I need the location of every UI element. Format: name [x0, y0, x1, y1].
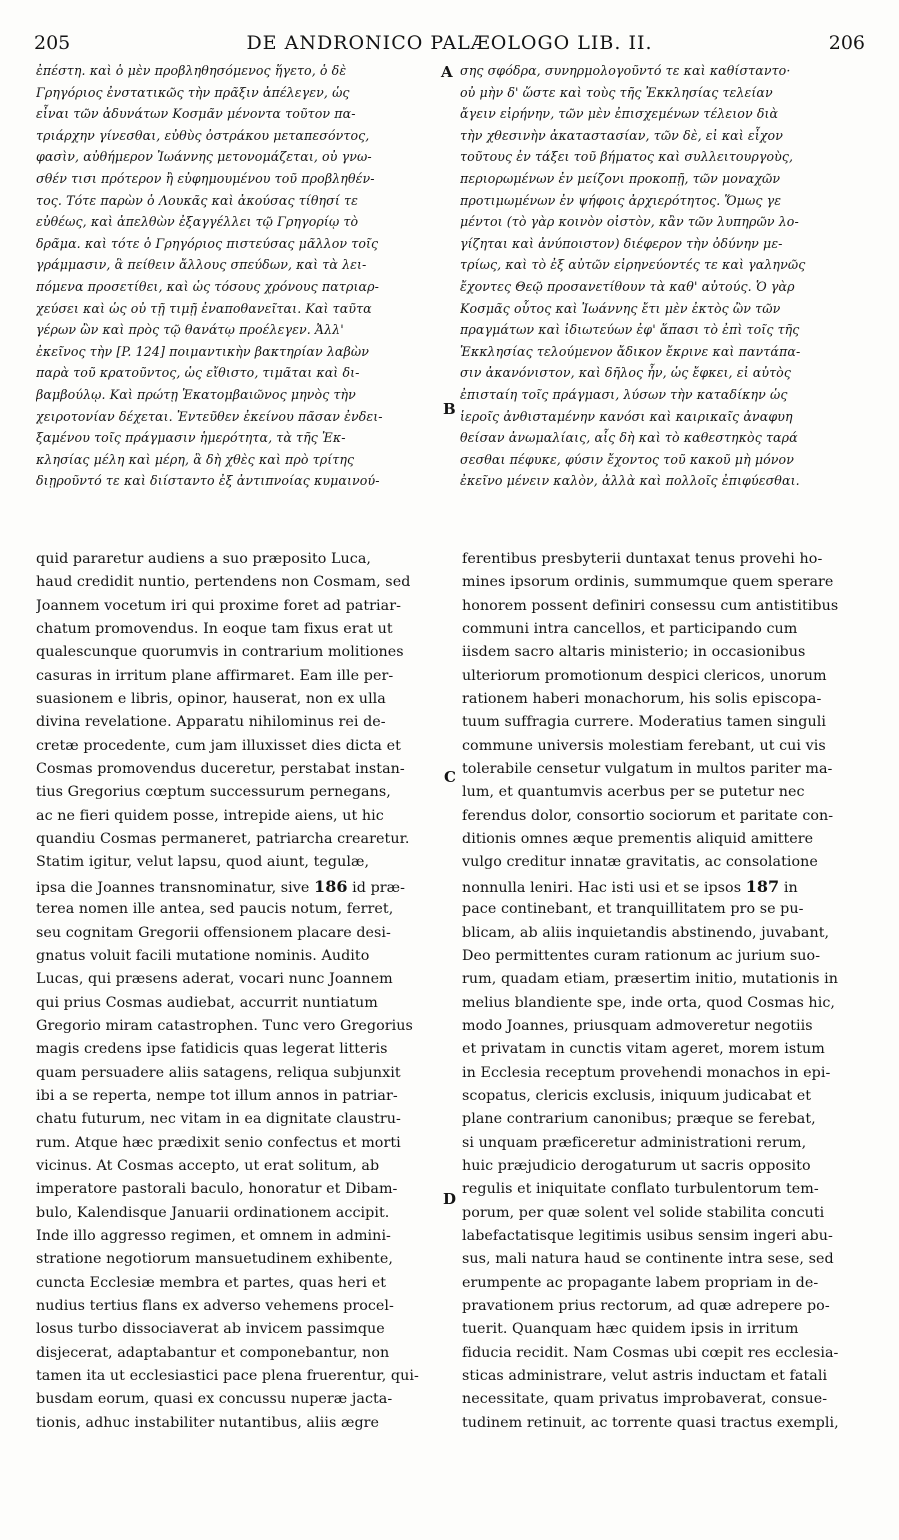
latin-text-line: porum, per quæ solent vel solide stabilita concuti — [462, 1204, 825, 1221]
latin-text-line: casuras in irritum plane affirmaret. Eam ille per- — [36, 667, 394, 684]
greek-text-line: χειροτονίαν δέχεται. Ἐντεῦθεν ἐκείνου πᾶσαν ἐνδει- — [36, 408, 383, 424]
latin-text-line: vulgo creditur innatæ gravitatis, ac consolatione — [462, 854, 818, 871]
greek-text-line: ἄγειν εἰρήνην, τῶν μὲν ἐπισχεμένων τέλειον διὰ — [460, 106, 779, 122]
greek-text-line: εὐθέως, καὶ ἀπελθὼν ἐξαγγέλλει τῷ Γρηγορίῳ τὸ — [36, 214, 359, 230]
greek-text-line: Ἐκκλησίας τελούμενον ἄδικον ἔκρινε καὶ παντάπα- — [460, 343, 801, 359]
greek-text-line: Γρηγόριος ἐνστατικῶς τὴν πρᾶξιν ἀπέλεγεν, ὡς — [36, 84, 350, 100]
latin-text-line: honorem possent definiri consessu cum antistitibus — [462, 597, 839, 614]
latin-text-line: fiducia recidit. Nam Cosmas ubi cœpit res ecclesia- — [462, 1344, 839, 1361]
greek-text-line: εἶναι τῶν ἀδυνάτων Κοσμᾶν μένοντα τοῦτον πα- — [36, 106, 356, 122]
greek-text-line: γίζηται καὶ ἀνύποιστον) διέφερον τὴν ὀδύνην με- — [460, 235, 783, 251]
latin-text-line: qui prius Cosmas audiebat, accurrit nuntiatum — [36, 994, 378, 1011]
greek-text-line: περιορωμένων ἐν μείζονι προκοπῇ, τῶν μοναχῶν — [460, 170, 781, 186]
greek-text-line: προτιμωμένων ἐν ψήφοις ἀρχιερότητος. Ὅμως γε — [460, 192, 782, 208]
latin-text-line: chatu futurum, nec vitam in ea dignitate claustru- — [36, 1111, 401, 1128]
running-title: DE ANDRONICO PALÆOLOGO LIB. II. — [246, 32, 653, 54]
latin-text-line: quid pararetur audiens a suo præposito Luca, — [36, 551, 372, 567]
greek-text-line: ἐκεῖνο μένειν καλὸν, ἀλλὰ καὶ πολλοῖς ἐπιφύεσθαι. — [460, 473, 800, 489]
latin-text-line: modo Joannes, priusquam admoveretur negotiis — [462, 1017, 813, 1034]
latin-text-line: busdam eorum, quasi ex concussu nuperæ jacta- — [36, 1391, 393, 1408]
latin-text-line: stratione negotiorum mansuetudinem exhibente, — [36, 1251, 393, 1268]
greek-text-line: ἐκεῖνος τὴν [P. 124] ποιμαντικὴν βακτηρίαν λαβὼν — [36, 343, 370, 359]
latin-text-line: blicam, ab aliis inquietandis abstinendo, juvabant, — [462, 924, 830, 941]
greek-text-line: σιν ἀκανόνιστον, καὶ δῆλος ἦν, ὡς ἔφκει, εἰ αὐτὸς — [460, 365, 791, 381]
latin-text-line: vicinus. At Cosmas accepto, ut erat solitum, ab — [36, 1157, 380, 1174]
latin-text-line: si unquam præficeretur administrationi rerum, — [462, 1134, 807, 1151]
folio-number: 187 — [745, 876, 780, 896]
latin-text-line: ibi a se reperta, nempe tot illum annos in patriar- — [36, 1087, 398, 1104]
greek-text-line: Κοσμᾶς οὗτος καὶ Ἰωάννης ἔτι μὲν ἐκτὸς ὢν τῶν — [460, 300, 781, 316]
greek-text-line: τος. Τότε παρὼν ὁ Λουκᾶς καὶ ἀκούσας τίθησί τε — [36, 192, 358, 208]
greek-text-line: οὐ μὴν δ' ὥστε καὶ τοὺς τῆς Ἐκκλησίας τελείαν — [460, 84, 773, 100]
latin-text-line: ferentibus presbyterii duntaxat tenus provehi ho- — [462, 551, 823, 567]
greek-text-line: ἐπισταίη τοῖς πράγμασι, λύσων τὴν καταδίκην ὡς — [460, 386, 788, 402]
latin-text-line: Joannem vocetum iri qui proxime foret ad patriar- — [36, 597, 402, 614]
latin-text-line: scopatus, clericis exclusis, iniquum judicabat et — [462, 1087, 812, 1104]
latin-text-line: tudinem retinuit, ac torrente quasi tractus exempli, — [462, 1414, 839, 1431]
page-number-left: 205 — [34, 32, 71, 54]
greek-text-line: πόμενα προσετίθει, καὶ ὡς τόσους χρόνους πατριαρ- — [36, 278, 379, 294]
latin-text-line: ferendus dolor, consortio sociorum et paritate con- — [462, 807, 834, 824]
greek-text-line: τοῦτους ἐν τάξει τοῦ βήματος καὶ συλλειτουργοὺς, — [460, 149, 794, 165]
latin-text-line: nudius tertius flans ex adverso vehemens procel- — [36, 1298, 394, 1314]
latin-text-line: pace continebant, et tranquillitatem pro se pu- — [462, 901, 804, 918]
margin-marker-a: A — [441, 63, 453, 81]
latin-text-line: suasionem e libris, opinor, hauserat, non ex ulla — [36, 691, 386, 708]
latin-text-line: rum. Atque hæc prædixit senio confectus et morti — [36, 1134, 401, 1151]
latin-text-line: rationem haberi monachorum, his solis episcopa- — [462, 691, 822, 708]
latin-text-line: necessitate, quam privatus improbaverat, consue- — [462, 1391, 828, 1408]
latin-text-line: regulis et iniquitate conflato turbulentorum tem- — [462, 1181, 819, 1198]
latin-text-line: erumpente ac propagante labem propriam in de- — [462, 1274, 819, 1291]
latin-text-line: ulteriorum promotionum despici clericos, unorum — [462, 667, 827, 684]
latin-text-line: commune universis molestiam ferebant, ut cui vis — [462, 737, 826, 754]
latin-text-line: tius Gregorius cœptum successurum pernegans, — [36, 784, 391, 801]
latin-text-line: communi intra cancellos, et participando cum — [462, 621, 798, 638]
latin-text-line: lum, et quantumvis acerbus per se putetur nec — [462, 784, 805, 801]
greek-text-line: τριάρχην γίνεσθαι, εὐθὺς ὀστράκου μεταπεσόντος, — [36, 127, 370, 143]
latin-text-line: huic præjudicio derogaturum ut sacris opposito — [462, 1157, 811, 1174]
latin-text-line: rum, quadam etiam, præsertim initio, mutationis in — [462, 971, 839, 988]
latin-text-line: divina revelatione. Apparatu nihilominus rei de- — [36, 714, 386, 731]
latin-text-line: bulo, Kalendisque Januarii ordinationem accipit. — [36, 1204, 390, 1221]
greek-text-line: δρᾶμα. καὶ τότε ὁ Γρηγόριος πιστεύσας μᾶλλον τοῖς — [36, 235, 379, 251]
greek-text-line: παρὰ τοῦ κρατοῦντος, ὡς εἴθιστο, τιμᾶται καὶ δι- — [36, 365, 360, 381]
latin-text-line: Deo permittentes curam rationum ac jurium suo- — [462, 947, 821, 964]
greek-text-line: ἱεροῖς ἀνθισταμένην κανόσι καὶ καιρικαῖς ἀναφυη — [460, 408, 793, 424]
latin-text-line: plane contrarium canonibus; præque se ferebat, — [462, 1111, 816, 1128]
latin-text-line: Gregorio miram catastrophen. Tunc vero Gregorius — [36, 1017, 413, 1034]
latin-text-line: magis credens ipse fatidicis quas legerat litteris — [36, 1041, 388, 1058]
greek-text-line: ξαμένου τοῖς πράγμασιν ἡμερότητα, τὰ τῆς Ἐκ- — [36, 430, 346, 446]
latin-text-line: qualescunque quorumvis in contrarium molitiones — [36, 644, 404, 661]
latin-text-line: tuum suffragia currere. Moderatius tamen singuli — [462, 714, 826, 731]
greek-text-line: πραγμάτων καὶ ἰδιωτεύων ἐφ' ἅπασι τὸ ἐπὶ τοῖς τῆς — [460, 322, 800, 338]
greek-text-line: χεύσει καὶ ὡς οὐ τῇ τιμῇ ἐναποθανεῖται. Καὶ ταῦτα — [36, 300, 372, 316]
greek-text-line: γράμμασιν, ἃ πείθειν ἄλλους σπεύδων, καὶ τὰ λει- — [36, 257, 367, 273]
latin-text-line: disjecerat, adaptabantur et componebantur, non — [36, 1344, 390, 1361]
greek-text-line: ἐπέστη. καὶ ὁ μὲν προβληθησόμενος ἥγετο, ὁ δὲ — [36, 63, 347, 78]
latin-text-line: tamen ita ut ecclesiastici pace plena fruerentur, qui- — [36, 1368, 419, 1385]
greek-text-line: ἔχοντες Θεῷ προσανετίθουν τὰ καθ' αὐτούς. Ὁ γὰρ — [460, 278, 795, 294]
margin-marker-b: B — [443, 400, 456, 418]
latin-text-line: cuncta Ecclesiæ membra et partes, quas heri et — [36, 1274, 387, 1291]
latin-text-line: labefactatisque legitimis usibus sensim ingeri abu- — [462, 1227, 833, 1244]
latin-text-line: haud credidit nuntio, pertendens non Cosmam, sed — [36, 574, 411, 591]
greek-text-line: μέντοι (τὸ γὰρ κοινὸν οἰστὸν, κἂν τῶν λυπηρῶν λο- — [460, 214, 799, 230]
latin-text-line: ipsa die Joannes transnominatur, sive 186 id præ- — [36, 876, 406, 896]
latin-text-line: gnatus voluit facili mutatione nominis. Audito — [36, 947, 370, 964]
greek-text-line: βαμβούλῳ. Καὶ πρώτῃ Ἑκατομβαιῶνος μηνὸς τὴν — [36, 386, 356, 402]
latin-text-line: in Ecclesia receptum provehendi monachos in epi- — [462, 1064, 831, 1081]
latin-text-line: quam persuadere aliis satagens, reliqua subjunxit — [36, 1064, 401, 1081]
greek-text-line: διῃροῦντό τε καὶ διίσταντο ἐξ ἀντιπνοίας κυμαινού- — [36, 473, 380, 489]
latin-text-line: terea nomen ille antea, sed paucis notum, ferret, — [36, 901, 394, 918]
running-header — [32, 32, 867, 60]
latin-text-line: seu cognitam Gregorii offensionem placare desi- — [36, 924, 391, 941]
latin-text-line: et privatam in cunctis vitam ageret, morem istum — [462, 1041, 825, 1058]
latin-text-line: imperatore pastorali baculo, honoratur et Dibam- — [36, 1181, 398, 1198]
latin-text-left-column — [36, 548, 438, 1533]
latin-text-line: sticas administrare, velut astris inductam et fatali — [462, 1368, 828, 1385]
latin-text-line: tionis, adhuc instabiliter nutantibus, aliis ægre — [36, 1414, 380, 1431]
latin-text-line: iisdem sacro altaris ministerio; in occasionibus — [462, 644, 806, 661]
latin-text-line: ac ne fieri quidem posse, intrepide aiens, ut hic — [36, 807, 384, 824]
latin-text-line: Lucas, qui præsens aderat, vocari nunc Joannem — [36, 971, 393, 988]
latin-text-line: Statim igitur, velut lapsu, quod aiunt, tegulæ, — [36, 854, 370, 871]
latin-text-line: sus, mali natura haud se continente intra sese, sed — [462, 1251, 834, 1268]
latin-text-line: Cosmas promovendus duceretur, perstabat instan- — [36, 761, 405, 778]
greek-text-line: τὴν χθεσινὴν ἀκαταστασίαν, τῶν δὲ, εἰ καὶ εἶχον — [460, 127, 783, 143]
margin-marker-d: D — [443, 1190, 457, 1208]
greek-text-line: σης σφόδρα, συνηρμολογοῦντό τε καὶ καθίσταντο· — [460, 63, 791, 78]
margin-marker-c: C — [444, 768, 456, 786]
greek-text-line: τρίως, καὶ τὸ ἐξ αὐτῶν εἰρηνεύοντές τε καὶ γαληνῶς — [460, 257, 806, 273]
latin-text-line: chatum promovendus. In eoque tam fixus erat ut — [36, 621, 393, 638]
latin-text-line: mines ipsorum ordinis, summumque quem sperare — [462, 574, 834, 591]
latin-text-line: cretæ procedente, cum jam illuxisset dies dicta et — [36, 737, 401, 754]
greek-text-line: φασὶν, αὐθήμερον Ἰωάννης μετονομάζεται, οὐ γνω- — [36, 149, 372, 165]
greek-text-line: γέρων ὢν καὶ πρὸς τῷ θανάτῳ προέλεγεν. Ἀλλ' — [36, 322, 344, 338]
greek-text-left-column — [36, 60, 436, 520]
latin-text-right-column — [462, 548, 870, 1533]
greek-text-line: κλησίας μέλη καὶ μέρη, ἃ δὴ χθὲς καὶ πρὸ τρίτης — [36, 451, 355, 467]
latin-text-line: nonnulla leniri. Hac isti usi et se ipsos 187 in — [462, 876, 798, 896]
latin-text-line: tuerit. Quanquam hæc quidem ipsis in irritum — [462, 1321, 799, 1338]
latin-text-line: ditionis omnes æque prementis aliquid amittere — [462, 831, 814, 848]
greek-text-line: σθέν τισι πρότερον ἢ εὐφημουμένου τοῦ προβληθέν- — [36, 170, 375, 186]
greek-text-right-column — [460, 60, 870, 520]
latin-text-line: tolerabile censetur vulgatum in multos pariter ma- — [462, 761, 833, 778]
page-number-right: 206 — [828, 32, 865, 54]
greek-text-line: θείσαν ἀνωμαλίαις, αἷς δὴ καὶ τὸ καθεστηκὸς ταρά — [460, 430, 798, 446]
latin-text-line: melius blandiente spe, inde orta, quod Cosmas hic, — [462, 994, 835, 1011]
greek-text-line: σεσθαι πέφυκε, φύσιν ἔχοντος τοῦ κακοῦ μὴ μόνον — [460, 451, 794, 467]
latin-text-line: Inde illo aggresso regimen, et omnem in admini- — [36, 1227, 391, 1244]
folio-number: 186 — [314, 876, 348, 896]
latin-text-line: pravationem prius rectorum, ad quæ adrepere po- — [462, 1298, 830, 1314]
latin-text-line: quandiu Cosmas permaneret, patriarcha crearetur. — [36, 831, 410, 848]
latin-text-line: losus turbo dissociaverat ab invicem passimque — [36, 1321, 385, 1338]
